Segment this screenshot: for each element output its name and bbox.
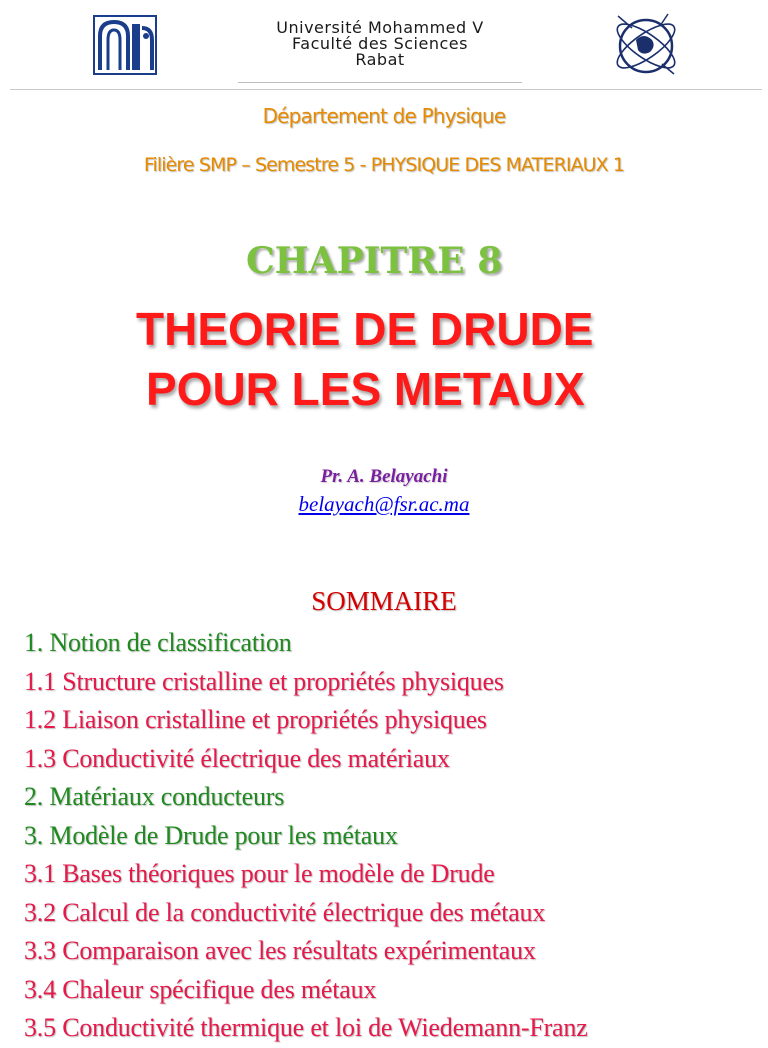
toc-item: 1.3 Conductivité électrique des matériaux bbox=[24, 743, 450, 773]
toc-item: 3.1 Bases théoriques pour le modèle de Drude bbox=[24, 859, 495, 888]
sommaire-heading: SOMMAIRE bbox=[311, 586, 457, 616]
university-line-1: Université Mohammed V bbox=[276, 18, 484, 37]
toc-item: 1.1 Structure cristalline et propriétés physiques bbox=[24, 666, 504, 696]
toc-item: 1.2 Liaison cristalline et propriétés physiques bbox=[24, 705, 487, 734]
university-name bbox=[230, 20, 530, 68]
toc-item: 2. Matériaux conducteurs bbox=[24, 782, 285, 811]
toc-item: 1. Notion de classification bbox=[24, 628, 292, 657]
header-divider bbox=[10, 89, 762, 90]
filiere-subtitle: Filière SMP – Semestre 5 - PHYSIQUE DES MATERIAUX 1 bbox=[143, 154, 625, 176]
faculty-emblem-icon bbox=[606, 6, 686, 84]
toc-item: 3.4 Chaleur spécifique des métaux bbox=[24, 974, 377, 1004]
university-line-3: Rabat bbox=[355, 50, 405, 69]
toc-item: 3.2 Calcul de la conductivité électrique des métaux bbox=[24, 897, 546, 927]
toc-item: 3.5 Conductivité thermique et loi de Wiedemann-Franz bbox=[24, 1013, 588, 1042]
sommaire-list bbox=[24, 624, 588, 1048]
chapter-title-line-1: THEORIE DE DRUDE bbox=[136, 303, 594, 355]
department-title: Département de Physique bbox=[262, 104, 506, 128]
university-logo-icon bbox=[86, 14, 164, 76]
author-email-link[interactable]: belayach@fsr.ac.ma bbox=[298, 492, 470, 516]
university-line-2: Faculté des Sciences bbox=[292, 34, 468, 53]
chapter-label: CHAPITRE 8 bbox=[246, 240, 503, 282]
chapter-title-line-2: POUR LES METAUX bbox=[146, 363, 585, 415]
toc-item: 3.3 Comparaison avec les résultats expérimentaux bbox=[24, 936, 536, 965]
toc-item: 3. Modèle de Drude pour les métaux bbox=[24, 820, 398, 850]
author-name: Pr. A. Belayachi bbox=[320, 466, 448, 487]
university-underline bbox=[238, 82, 522, 83]
